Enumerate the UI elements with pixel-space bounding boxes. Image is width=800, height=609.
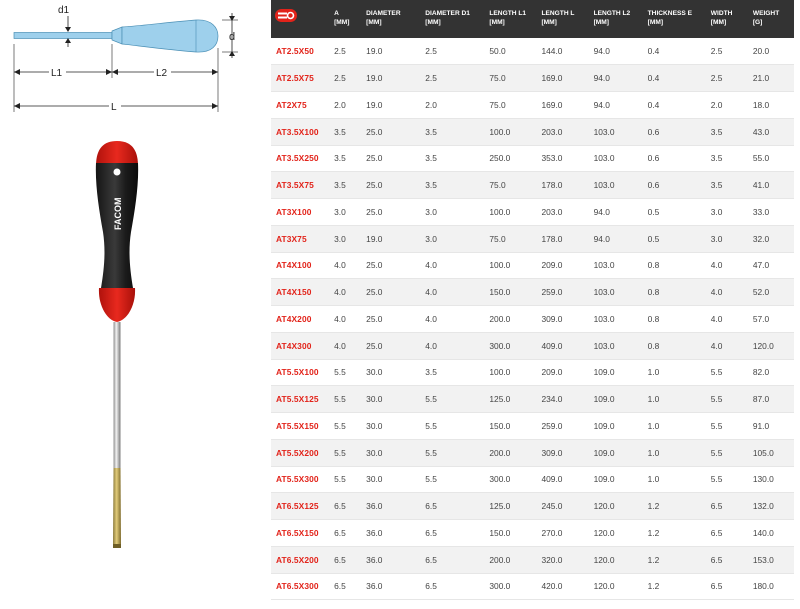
cell-a: 4.0 [329,332,361,359]
cell-length-l: 203.0 [536,118,588,145]
cell-diameter-d1: 3.0 [420,225,484,252]
cell-weight: 132.0 [748,493,794,520]
cell-a: 6.5 [329,546,361,573]
reference-link[interactable]: AT6.5X150 [271,520,329,547]
cell-diameter-d1: 6.5 [420,573,484,600]
reference-link[interactable]: AT3.5X100 [271,118,329,145]
cell-a: 2.0 [329,92,361,119]
l2-label: L2 [156,68,168,79]
cell-diameter: 19.0 [361,92,420,119]
cell-length-l2: 94.0 [589,38,643,65]
cell-length-l: 209.0 [536,359,588,386]
cell-diameter-d1: 4.0 [420,252,484,279]
cell-a: 4.0 [329,252,361,279]
cell-a: 6.5 [329,520,361,547]
cell-diameter: 25.0 [361,332,420,359]
cell-width: 4.0 [706,332,748,359]
cell-diameter-d1: 6.5 [420,546,484,573]
table-row [271,439,794,466]
table-row [271,546,794,573]
cell-diameter: 25.0 [361,306,420,333]
l2-arrow-left [112,69,118,75]
cell-weight: 41.0 [748,172,794,199]
cell-length-l: 259.0 [536,279,588,306]
cell-diameter: 30.0 [361,413,420,440]
cell-a: 6.5 [329,573,361,600]
cell-length-l1: 75.0 [484,225,536,252]
reference-link[interactable]: AT5.5X150 [271,413,329,440]
cell-a: 3.5 [329,145,361,172]
cell-length-l: 209.0 [536,252,588,279]
column-header-label: A [334,10,339,17]
l-label: L [111,102,117,113]
column-header-length-l1 [484,0,536,38]
reference-column-header [271,0,329,38]
cell-length-l: 144.0 [536,38,588,65]
cell-a: 2.5 [329,65,361,92]
cell-diameter-d1: 6.5 [420,493,484,520]
cell-a: 5.5 [329,439,361,466]
cell-length-l: 420.0 [536,573,588,600]
reference-link[interactable]: AT4X100 [271,252,329,279]
column-header-unit: [MM] [366,19,382,26]
cell-width: 6.5 [706,520,748,547]
cell-width: 2.0 [706,92,748,119]
cell-diameter-d1: 3.5 [420,118,484,145]
cell-width: 3.5 [706,145,748,172]
l2-arrow-right [212,69,218,75]
cell-width: 3.0 [706,199,748,226]
cell-weight: 105.0 [748,439,794,466]
cell-length-l1: 100.0 [484,199,536,226]
cell-weight: 21.0 [748,65,794,92]
cell-thickness-e: 1.0 [643,439,706,466]
reference-link[interactable]: AT4X150 [271,279,329,306]
cell-a: 4.0 [329,306,361,333]
column-header-length-l [536,0,588,38]
table-row [271,386,794,413]
cell-diameter: 30.0 [361,439,420,466]
cell-width: 6.5 [706,546,748,573]
cell-thickness-e: 0.8 [643,332,706,359]
cell-diameter-d1: 5.5 [420,439,484,466]
cell-a: 3.5 [329,118,361,145]
cell-weight: 87.0 [748,386,794,413]
table-row [271,493,794,520]
cell-diameter-d1: 3.5 [420,172,484,199]
table-row [271,573,794,600]
table-row [271,279,794,306]
cell-diameter: 19.0 [361,38,420,65]
cell-thickness-e: 0.5 [643,199,706,226]
cell-length-l2: 103.0 [589,172,643,199]
table-row [271,38,794,65]
cell-length-l2: 109.0 [589,439,643,466]
cell-length-l2: 120.0 [589,573,643,600]
cell-diameter: 30.0 [361,359,420,386]
reference-link[interactable]: AT5.5X200 [271,439,329,466]
cell-diameter-d1: 2.5 [420,65,484,92]
cell-weight: 140.0 [748,520,794,547]
cell-length-l1: 150.0 [484,279,536,306]
cell-diameter-d1: 3.0 [420,199,484,226]
cell-a: 5.5 [329,413,361,440]
cell-width: 4.0 [706,252,748,279]
cell-thickness-e: 1.0 [643,359,706,386]
cell-length-l1: 100.0 [484,252,536,279]
cell-thickness-e: 0.8 [643,306,706,333]
cell-diameter-d1: 3.5 [420,145,484,172]
screwdriver-illustration [96,141,138,548]
reference-link[interactable]: AT3.5X75 [271,172,329,199]
cell-thickness-e: 1.0 [643,466,706,493]
cell-length-l1: 150.0 [484,413,536,440]
l1-arrow-left [14,69,20,75]
table-row [271,359,794,386]
cell-diameter-d1: 5.5 [420,413,484,440]
cell-weight: 82.0 [748,359,794,386]
table-row [271,306,794,333]
cell-length-l1: 300.0 [484,332,536,359]
cell-length-l2: 103.0 [589,332,643,359]
d-label: d [229,31,236,43]
cell-diameter: 36.0 [361,546,420,573]
cell-length-l2: 109.0 [589,466,643,493]
cell-length-l1: 50.0 [484,38,536,65]
d1-label: d1 [58,5,70,16]
cell-length-l1: 300.0 [484,466,536,493]
cell-length-l1: 200.0 [484,306,536,333]
table-header-row [271,0,794,38]
cell-width: 2.5 [706,65,748,92]
reference-link[interactable]: AT3X75 [271,225,329,252]
cell-weight: 180.0 [748,573,794,600]
column-header-a [329,0,361,38]
cell-a: 5.5 [329,359,361,386]
column-header-diameter-d1 [420,0,484,38]
l-arrow-right [212,103,218,109]
cell-thickness-e: 0.6 [643,145,706,172]
cell-length-l1: 200.0 [484,546,536,573]
specifications-table [271,0,794,600]
table-row [271,332,794,359]
cell-length-l2: 103.0 [589,252,643,279]
column-header-unit: [MM] [425,19,441,26]
column-header-label: LENGTH L2 [593,10,631,17]
l1-arrow-right [106,69,112,75]
cell-length-l: 234.0 [536,386,588,413]
cell-weight: 153.0 [748,546,794,573]
cell-width: 4.0 [706,279,748,306]
cell-width: 6.5 [706,493,748,520]
cell-width: 5.5 [706,359,748,386]
table-row [271,520,794,547]
cell-thickness-e: 1.0 [643,413,706,440]
cell-diameter: 25.0 [361,279,420,306]
cell-length-l1: 75.0 [484,65,536,92]
column-header-length-l2 [589,0,643,38]
cell-diameter: 19.0 [361,225,420,252]
cell-weight: 57.0 [748,306,794,333]
cell-diameter: 36.0 [361,520,420,547]
cell-length-l: 245.0 [536,493,588,520]
cell-width: 5.5 [706,466,748,493]
cell-weight: 47.0 [748,252,794,279]
cell-length-l: 169.0 [536,92,588,119]
reference-link[interactable]: AT4X200 [271,306,329,333]
cell-thickness-e: 1.0 [643,386,706,413]
facom-logo-icon [114,169,121,176]
cell-length-l: 309.0 [536,306,588,333]
reference-link[interactable]: AT5.5X100 [271,359,329,386]
cell-length-l2: 94.0 [589,199,643,226]
cell-width: 4.0 [706,306,748,333]
table-row [271,92,794,119]
column-header-label: DIAMETER D1 [425,10,470,17]
blade-tip [113,468,121,544]
cell-weight: 32.0 [748,225,794,252]
cell-length-l2: 120.0 [589,520,643,547]
cell-length-l2: 109.0 [589,359,643,386]
column-header-weight [748,0,794,38]
cell-weight: 91.0 [748,413,794,440]
cell-thickness-e: 0.8 [643,279,706,306]
cell-diameter: 25.0 [361,199,420,226]
cell-a: 5.5 [329,466,361,493]
table-row [271,118,794,145]
table-row [271,172,794,199]
blade-tip-end [113,544,121,548]
cell-a: 4.0 [329,279,361,306]
column-header-label: DIAMETER [366,10,401,17]
table-row [271,466,794,493]
cell-diameter: 25.0 [361,118,420,145]
cell-weight: 20.0 [748,38,794,65]
cell-length-l: 169.0 [536,65,588,92]
column-header-unit: [MM] [334,19,350,26]
column-header-diameter [361,0,420,38]
cell-length-l2: 94.0 [589,225,643,252]
cell-a: 3.0 [329,225,361,252]
cell-length-l: 353.0 [536,145,588,172]
cell-diameter-d1: 2.0 [420,92,484,119]
shaft [114,322,121,468]
cell-length-l2: 103.0 [589,145,643,172]
cell-thickness-e: 1.2 [643,573,706,600]
cell-diameter-d1: 2.5 [420,38,484,65]
cell-diameter-d1: 4.0 [420,279,484,306]
cell-diameter: 36.0 [361,573,420,600]
cell-length-l2: 94.0 [589,92,643,119]
cell-thickness-e: 0.4 [643,38,706,65]
cell-width: 5.5 [706,439,748,466]
cell-length-l2: 120.0 [589,546,643,573]
cell-a: 3.0 [329,199,361,226]
cell-diameter: 19.0 [361,65,420,92]
cell-diameter: 25.0 [361,172,420,199]
handle-collar-red [99,288,135,322]
column-header-unit: [MM] [593,19,609,26]
cell-length-l1: 100.0 [484,118,536,145]
cell-length-l1: 75.0 [484,172,536,199]
column-header-label: WIDTH [710,10,733,17]
cell-length-l: 203.0 [536,199,588,226]
cell-thickness-e: 0.5 [643,225,706,252]
cell-diameter-d1: 6.5 [420,520,484,547]
cell-length-l2: 103.0 [589,279,643,306]
cell-a: 6.5 [329,493,361,520]
table-row [271,413,794,440]
cell-diameter: 36.0 [361,493,420,520]
reference-link[interactable]: AT2.5X50 [271,38,329,65]
blade-shape [14,33,112,39]
column-header-label: LENGTH L [541,10,575,17]
cell-length-l2: 103.0 [589,306,643,333]
table-row [271,145,794,172]
d1-arrow-top [65,27,71,32]
column-header-unit: [MM] [541,19,557,26]
cell-diameter: 25.0 [361,145,420,172]
cell-length-l: 409.0 [536,332,588,359]
l1-label: L1 [51,68,63,79]
reference-link[interactable]: AT5.5X300 [271,466,329,493]
cell-width: 3.5 [706,118,748,145]
cell-length-l: 409.0 [536,466,588,493]
column-header-unit: [G] [752,19,763,26]
table-row [271,225,794,252]
cell-length-l: 259.0 [536,413,588,440]
handle-cap-red [96,141,138,166]
cell-length-l: 178.0 [536,225,588,252]
cell-length-l2: 109.0 [589,386,643,413]
ferrule-shape [112,27,122,44]
cell-diameter: 25.0 [361,252,420,279]
cell-diameter-d1: 4.0 [420,332,484,359]
cell-thickness-e: 0.6 [643,172,706,199]
column-header-unit: [MM] [489,19,505,26]
cell-thickness-e: 0.6 [643,118,706,145]
cell-length-l: 309.0 [536,439,588,466]
cell-length-l: 320.0 [536,546,588,573]
cell-thickness-e: 1.2 [643,520,706,547]
cell-length-l1: 300.0 [484,573,536,600]
column-header-label: THICKNESS E [647,10,692,17]
cell-diameter-d1: 5.5 [420,466,484,493]
reference-link[interactable]: AT2.5X75 [271,65,329,92]
reference-link[interactable]: AT5.5X125 [271,386,329,413]
column-header-label: LENGTH L1 [489,10,527,17]
column-header-thickness-e [643,0,706,38]
column-header-unit: [MM] [647,19,664,26]
reference-link[interactable]: AT6.5X125 [271,493,329,520]
table-row [271,65,794,92]
cell-length-l2: 103.0 [589,118,643,145]
handle-shape [122,20,218,52]
cell-weight: 55.0 [748,145,794,172]
cell-width: 5.5 [706,386,748,413]
cell-weight: 52.0 [748,279,794,306]
cell-length-l1: 75.0 [484,92,536,119]
cell-thickness-e: 1.2 [643,546,706,573]
cell-length-l1: 100.0 [484,359,536,386]
cell-length-l: 270.0 [536,520,588,547]
table-row [271,252,794,279]
table-body [271,38,794,600]
reference-link[interactable]: AT3X100 [271,199,329,226]
cell-width: 3.5 [706,172,748,199]
cell-length-l1: 150.0 [484,520,536,547]
cell-weight: 120.0 [748,332,794,359]
handle-brand-text: FACOM [113,197,123,230]
reference-link[interactable]: AT6.5X200 [271,546,329,573]
cell-width: 6.5 [706,573,748,600]
product-diagram-area [0,0,262,609]
reference-link[interactable]: AT6.5X300 [271,573,329,600]
dimension-diagram [0,0,262,609]
cell-a: 2.5 [329,38,361,65]
cell-a: 3.5 [329,172,361,199]
cell-width: 2.5 [706,38,748,65]
cell-weight: 130.0 [748,466,794,493]
cell-diameter: 30.0 [361,386,420,413]
cell-diameter-d1: 5.5 [420,386,484,413]
cell-weight: 18.0 [748,92,794,119]
l-arrow-left [14,103,20,109]
cell-weight: 33.0 [748,199,794,226]
cell-length-l2: 94.0 [589,65,643,92]
reference-link[interactable]: AT2X75 [271,92,329,119]
column-header-width [706,0,748,38]
cell-diameter: 30.0 [361,466,420,493]
cell-width: 3.0 [706,225,748,252]
cell-length-l: 178.0 [536,172,588,199]
cell-length-l1: 250.0 [484,145,536,172]
cell-thickness-e: 0.8 [643,252,706,279]
cell-width: 5.5 [706,413,748,440]
facom-brand-icon [275,9,297,22]
cell-length-l2: 109.0 [589,413,643,440]
cell-thickness-e: 0.4 [643,65,706,92]
cell-length-l2: 120.0 [589,493,643,520]
cell-diameter-d1: 3.5 [420,359,484,386]
column-header-label: WEIGHT [752,10,780,17]
cell-length-l1: 125.0 [484,493,536,520]
table-row [271,199,794,226]
cell-length-l1: 125.0 [484,386,536,413]
cell-thickness-e: 1.2 [643,493,706,520]
cell-diameter-d1: 4.0 [420,306,484,333]
cell-weight: 43.0 [748,118,794,145]
cell-length-l1: 200.0 [484,439,536,466]
reference-link[interactable]: AT4X300 [271,332,329,359]
cell-thickness-e: 0.4 [643,92,706,119]
cell-a: 5.5 [329,386,361,413]
reference-link[interactable]: AT3.5X250 [271,145,329,172]
column-header-unit: [MM] [710,19,727,26]
